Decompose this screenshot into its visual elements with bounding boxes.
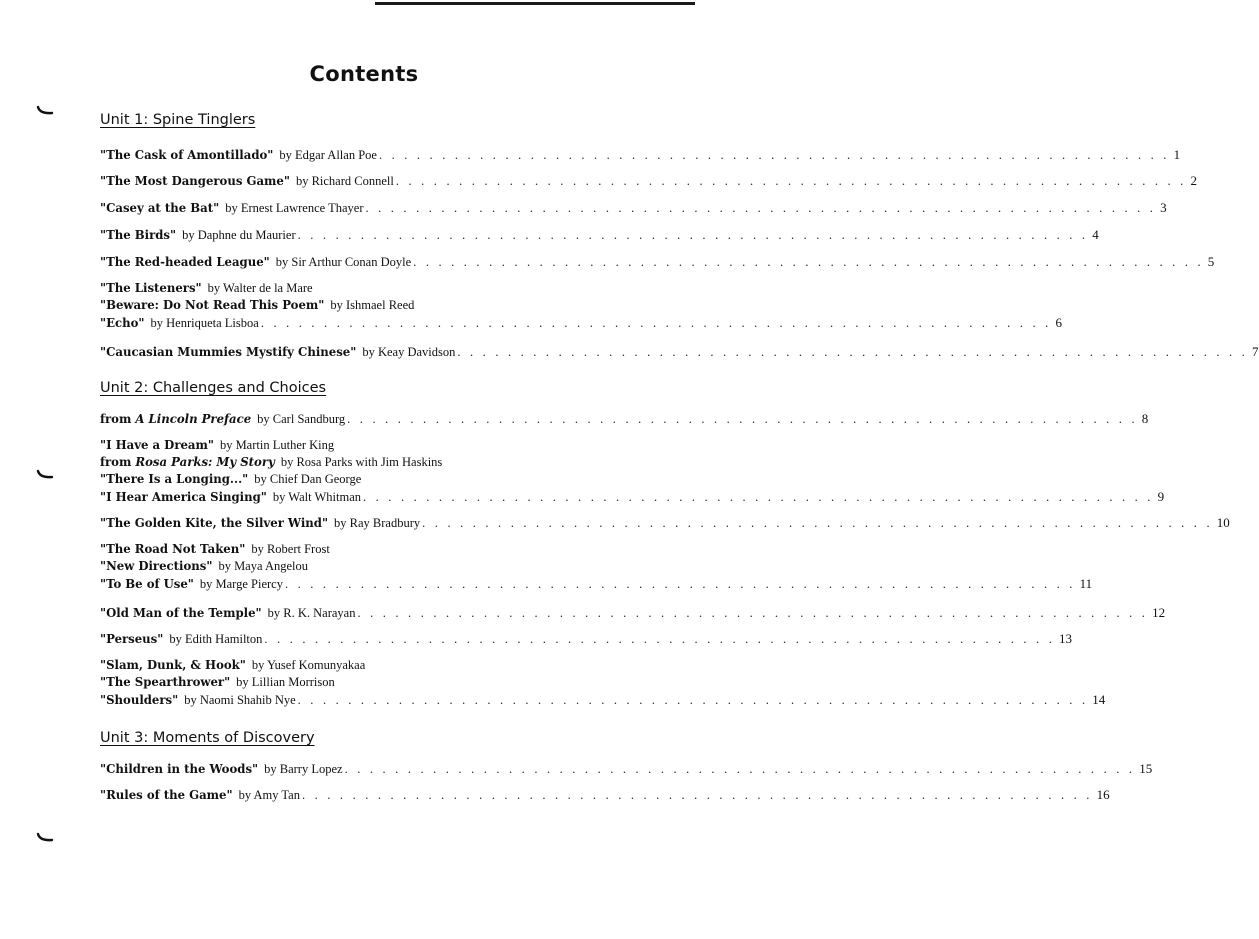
binder-hook-mark (37, 833, 53, 843)
toc-entry (100, 226, 1099, 243)
author: by Martin Luther King (219, 438, 335, 452)
toc-entry (100, 172, 1197, 189)
work-title: "Caucasian Mummies Mystify Chinese" (100, 345, 357, 359)
toc-line (100, 343, 1259, 360)
page-number: 15 (1139, 761, 1153, 776)
author: by Barry Lopez (264, 762, 343, 776)
toc-line (100, 514, 1230, 531)
work-title (100, 454, 275, 471)
dot-leader: . . . . . . . . . . . . . . . . . . . . . . . . . . . . . . . . . . . . . . . . . . . . . . . . . . . . . . . . . . . . . . . (297, 693, 1089, 707)
toc-line (100, 314, 1062, 331)
author: by Lillian Morrison (236, 675, 335, 689)
dot-leader: . . . . . . . . . . . . . . . . . . . . . . . . . . . . . . . . . . . . . . . . . . . . . . . . . . . . . . . . . . . . . . . (357, 606, 1149, 620)
toc-line (100, 488, 1165, 505)
dot-leader: . . . . . . . . . . . . . . . . . . . . . . . . . . . . . . . . . . . . . . . . . . . . . . . . . . . . . . . . . . . . . . . (395, 174, 1187, 188)
page-number: 14 (1092, 692, 1106, 707)
page-number: 16 (1096, 787, 1110, 802)
work-title: "Echo" (100, 316, 145, 330)
toc-line (100, 226, 1099, 243)
work-title: "Perseus" (100, 632, 164, 646)
toc-entry (100, 541, 1093, 592)
work-title: "Beware: Do Not Read This Poem" (100, 298, 325, 312)
toc-entry (100, 280, 1062, 331)
work-title: "The Spearthrower" (100, 675, 231, 689)
toc-line (100, 454, 599, 471)
dot-leader: . . . . . . . . . . . . . . . . . . . . . . . . . . . . . . . . . . . . . . . . . . . . . . . . . . . . . . . . . . . . . . . (264, 632, 1056, 646)
work-title: "There Is a Longing..." (100, 472, 249, 486)
work-title: "The Golden Kite, the Silver Wind" (100, 516, 329, 530)
italic-title: Rosa Parks: My Story (135, 455, 275, 469)
work-title (100, 411, 251, 428)
page-number: 6 (1055, 315, 1062, 330)
toc-line (100, 604, 1166, 621)
page-number: 8 (1141, 411, 1149, 426)
page-title: Contents (309, 62, 419, 86)
author: by Maya Angelou (218, 559, 309, 573)
author: by Henriqueta Lisboa (150, 316, 259, 330)
toc-line (100, 437, 599, 454)
author: by Carl Sandburg (257, 412, 346, 426)
author: by Walter de la Mare (207, 281, 313, 295)
work-title: "Rules of the Game" (100, 788, 233, 802)
toc-line (100, 674, 599, 691)
work-title: "I Hear America Singing" (100, 490, 267, 504)
page-number: 12 (1152, 605, 1166, 620)
author: by Daphne du Maurier (182, 228, 296, 242)
dot-leader: . . . . . . . . . . . . . . . . . . . . . . . . . . . . . . . . . . . . . . . . . . . . . . . . . . . . . . . . . . . . . . . (347, 412, 1138, 426)
page-number: 10 (1216, 515, 1230, 530)
author: by Sir Arthur Conan Doyle (275, 255, 412, 269)
toc-line (100, 760, 1153, 777)
toc-entry (100, 253, 1215, 270)
toc-line (100, 146, 1181, 163)
author: by Edgar Allan Poe (279, 148, 377, 162)
toc-line (100, 297, 599, 314)
author: by R. K. Narayan (267, 606, 356, 620)
unit-heading: Unit 2: Challenges and Choices (100, 380, 327, 396)
work-title: "I Have a Dream" (100, 438, 214, 452)
author: by Keay Davidson (362, 345, 456, 359)
work-title: "Children in the Woods" (100, 762, 259, 776)
work-title: "Shoulders" (100, 693, 179, 707)
author: by Marge Piercy (199, 577, 283, 591)
dot-leader: . . . . . . . . . . . . . . . . . . . . . . . . . . . . . . . . . . . . . . . . . . . . . . . . . . . . . . . . . . . . . . . (457, 345, 1248, 359)
toc-entry (100, 410, 1149, 427)
toc-entry (100, 760, 1153, 777)
toc-entry (100, 514, 1230, 531)
binder-hook-mark (37, 106, 53, 116)
author: by Walt Whitman (272, 490, 361, 504)
toc-line (100, 541, 599, 558)
top-rule (375, 2, 695, 5)
title-prefix: from (100, 455, 136, 469)
work-title: "Casey at the Bat" (100, 201, 220, 215)
page-number: 7 (1252, 344, 1259, 359)
page-number: 1 (1173, 147, 1181, 162)
toc-entry (100, 199, 1167, 216)
toc-line (100, 691, 1106, 708)
work-title: "The Birds" (100, 228, 177, 242)
author: by Rosa Parks with Jim Haskins (280, 455, 443, 469)
author: by Edith Hamilton (169, 632, 263, 646)
work-title: "To Be of Use" (100, 577, 194, 591)
author: by Ray Bradbury (334, 516, 421, 530)
page-number: 13 (1059, 631, 1073, 646)
dot-leader: . . . . . . . . . . . . . . . . . . . . . . . . . . . . . . . . . . . . . . . . . . . . . . . . . . . . . . . . . . . . . . . (413, 255, 1204, 269)
page-number: 3 (1160, 200, 1167, 215)
toc-line (100, 657, 599, 674)
toc-entry (100, 786, 1110, 803)
toc-line (100, 280, 599, 297)
toc-entry (100, 657, 1106, 708)
author: by Amy Tan (238, 788, 300, 802)
toc-entry (100, 146, 1181, 163)
author: by Ishmael Reed (330, 298, 415, 312)
author: by Ernest Lawrence Thayer (225, 201, 364, 215)
title-prefix: from (100, 412, 136, 426)
work-title: "The Cask of Amontillado" (100, 148, 274, 162)
work-title: "The Listeners" (100, 281, 202, 295)
dot-leader: . . . . . . . . . . . . . . . . . . . . . . . . . . . . . . . . . . . . . . . . . . . . . . . . . . . . . . . . . . . . . . . (297, 228, 1089, 242)
toc-entry (100, 343, 1259, 360)
page-number: 11 (1079, 576, 1093, 591)
work-title: "The Most Dangerous Game" (100, 174, 290, 188)
dot-leader: . . . . . . . . . . . . . . . . . . . . . . . . . . . . . . . . . . . . . . . . . . . . . . . . . . . . . . . . . . . . . . . (422, 516, 1213, 530)
toc-line (100, 630, 1073, 647)
page-number: 5 (1207, 254, 1215, 269)
dot-leader: . . . . . . . . . . . . . . . . . . . . . . . . . . . . . . . . . . . . . . . . . . . . . . . . . . . . . . . . . . . . . . . (378, 148, 1170, 162)
author: by Robert Frost (251, 542, 330, 556)
toc-line (100, 471, 599, 488)
toc-line (100, 786, 1110, 803)
italic-title: A Lincoln Preface (135, 412, 252, 426)
dot-leader: . . . . . . . . . . . . . . . . . . . . . . . . . . . . . . . . . . . . . . . . . . . . . . . . . . . . . . . . . . . . . . . (284, 577, 1076, 591)
unit-heading: Unit 3: Moments of Discovery (100, 730, 315, 746)
toc-line (100, 558, 599, 575)
author: by Chief Dan George (254, 472, 362, 486)
dot-leader: . . . . . . . . . . . . . . . . . . . . . . . . . . . . . . . . . . . . . . . . . . . . . . . . . . . . . . . . . . . . . . . (365, 201, 1157, 215)
work-title: "New Directions" (100, 559, 213, 573)
page-number: 2 (1190, 173, 1197, 188)
dot-leader: . . . . . . . . . . . . . . . . . . . . . . . . . . . . . . . . . . . . . . . . . . . . . . . . . . . . . . . . . . . . . . . (344, 762, 1136, 776)
author: by Richard Connell (295, 174, 394, 188)
dot-leader: . . . . . . . . . . . . . . . . . . . . . . . . . . . . . . . . . . . . . . . . . . . . . . . . . . . . . . . . . . . . . . . (363, 490, 1154, 504)
author: by Yusef Komunyakaa (251, 658, 366, 672)
toc-entry (100, 604, 1166, 621)
work-title: "The Red-headed League" (100, 255, 270, 269)
dot-leader: . . . . . . . . . . . . . . . . . . . . . . . . . . . . . . . . . . . . . . . . . . . . . . . . . . . . . . . . . . . . . . . (301, 788, 1093, 802)
toc-entry (100, 630, 1073, 647)
toc-entry (100, 437, 1165, 505)
toc-line (100, 253, 1215, 270)
page-number: 4 (1092, 227, 1099, 242)
toc-line (100, 575, 1093, 592)
page-number: 9 (1157, 489, 1165, 504)
unit-heading: Unit 1: Spine Tinglers (100, 112, 256, 128)
work-title: "The Road Not Taken" (100, 542, 246, 556)
dot-leader: . . . . . . . . . . . . . . . . . . . . . . . . . . . . . . . . . . . . . . . . . . . . . . . . . . . . . . . . . . . . . . . (260, 316, 1052, 330)
toc-line (100, 199, 1167, 216)
toc-line (100, 172, 1197, 189)
work-title: "Old Man of the Temple" (100, 606, 262, 620)
binder-hook-mark (37, 470, 53, 480)
toc-line (100, 410, 1149, 427)
work-title: "Slam, Dunk, & Hook" (100, 658, 246, 672)
author: by Naomi Shahib Nye (184, 693, 296, 707)
